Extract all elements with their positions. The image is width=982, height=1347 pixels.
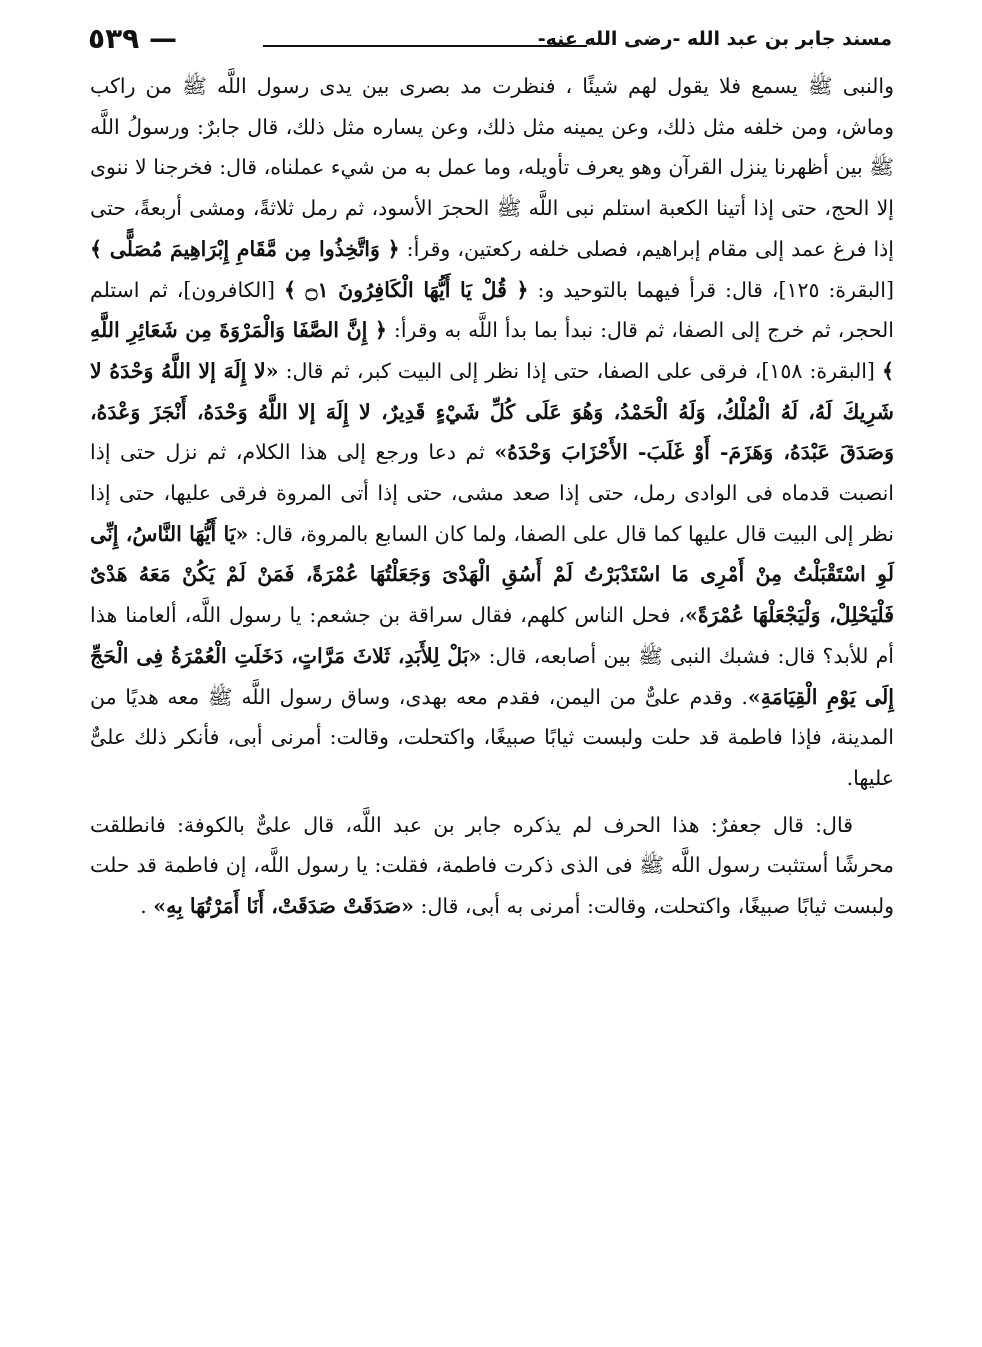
hadith-quote: «يَا أَيُّهَا النَّاسُ، إِنِّى لَوِ اسْتَقْبَلْتُ مِنْ أَمْرِى مَا اسْتَدْبَرْتُ لَمْ أَسُقِ الْهَدْىَ وَجَعَلْتُهَا عُمْرَةً، فَمَنْ لَمْ يَكُنْ مَعَهُ هَدْىٌ فَلْيَحْلِلْ، وَلْيَجْعَلْهَا عُمْرَةً» xyxy=(90,521,895,628)
page-number-value: ٥٣٩ xyxy=(88,22,140,55)
page-number xyxy=(88,22,183,55)
page-header xyxy=(88,22,892,58)
header-rule xyxy=(263,45,587,47)
text-segment: ، فحل الناس كلهم، فقال سراقة بن جشعم: يا رسول اللَّه، ألعامنا هذا أم للأبد؟ قال: فشبك النبى ﷺ بين أصابعه، قال: xyxy=(90,603,894,668)
main-text xyxy=(90,66,894,927)
hadith-quote: «بَلْ لِلأَبَدِ، ثَلاثَ مَرَّاتٍ، دَخَلَتِ الْعُمْرَةُ فِى الْحَجِّ إِلَى يَوْمِ الْقِيَامَةِ» xyxy=(90,643,894,709)
text-segment: والنبى ﷺ يسمع فلا يقول لهم شيئًا ، فنظرت مد بصرى بين يدى رسول اللَّه ﷺ من راكب وماش، ومن خلفه مثل ذلك، وعن يمينه مثل ذلك، وعن يساره مثل ذلك، قال جابرٌ: ورسولُ اللَّه ﷺ بين أظهرنا ينزل القرآن وهو يعرف تأويله، وما عمل به من شيء عملناه، قال: فخرجنا لا ننوى إلا الحج، حتى إذا أتينا الكعبة استلم نبى اللَّه ﷺ الحجرَ الأسود، ثم رمل ثلاثةً، ومشى أربعةً، حتى إذا فرغ عمد إلى مقام إبراهيم، فصلى خلفه ركعتين، وقرأ: xyxy=(90,74,894,261)
text-segment: . xyxy=(140,894,154,919)
paragraph-1 xyxy=(90,66,894,799)
page-number-dash: — xyxy=(139,22,178,55)
text-segment: [البقرة: ١٥٨]، فرقى على الصفا، حتى إذا نظر إلى البيت كبر، ثم قال: xyxy=(285,358,875,383)
quran-quote: ﴿ وَاتَّخِذُوا مِن مَّقَامِ إِبْرَاهِيمَ مُصَلًّى ﴾ xyxy=(90,236,400,261)
paragraph-2 xyxy=(90,805,894,927)
text-segment: [الكافرون]، ثم استلم الحجر، ثم خرج إلى الصفا، ثم قال: نبدأ بما بدأ اللَّه به وقرأ: xyxy=(90,277,894,343)
hadith-quote: «صَدَقَتْ صَدَقَتْ، أَنَا أَمَرْتُهَا بِهِ» xyxy=(153,894,414,919)
quran-quote: ﴿ إِنَّ الصَّفَا وَالْمَرْوَةَ مِن شَعَائِرِ اللَّهِ ﴾ xyxy=(90,318,894,383)
text-segment: . وقدم علىٌّ من اليمن، فقدم معه بهدى، وساق رسول اللَّه ﷺ معه هديًا من المدينة، فإذا فاطمة قد حلت ولبست ثيابًا صبيغًا، واكتحلت، وقالت: أمرنى أبى، فأنكر ذلك علىٌّ عليها. xyxy=(90,684,894,790)
text-segment: ثم دعا ورجع إلى هذا الكلام، ثم نزل حتى إذا انصبت قدماه فى الوادى رمل، حتى إذا صعد مشى، حتى إذا أتى المروة فرقى عليها، حتى إذا نظر إلى البيت قال عليها كما قال على الصفا، ولما كان السابع بالمروة، قال: xyxy=(90,440,894,546)
text-segment: قال: قال جعفرٌ: هذا الحرف لم يذكره جابر بن عبد اللَّه، قال علىٌّ بالكوفة: فانطلقت محرشًا أستثبت رسول اللَّه ﷺ فى الذى ذكرت فاطمة، فقلت: يا رسول اللَّه، إن فاطمة قد حلت ولبست ثيابًا صبيغًا، واكتحلت، وقالت: أمرنى به أبى، قال: xyxy=(90,812,894,919)
hadith-quote: «لا إِلَهَ إلا اللَّهُ وَحْدَهُ لا شَرِيكَ لَهُ، لَهُ الْمُلْكُ، وَلَهُ الْحَمْدُ، وَهُوَ عَلَى كُلِّ شَيْءٍ قَدِيرٌ، لا إِلَهَ إلا اللَّهُ وَحْدَهُ، أَنْجَزَ وَعْدَهُ، وَصَدَقَ عَبْدَهُ، وَهَزَمَ- أَوْ غَلَبَ- الأَحْزَابَ وَحْدَهُ» xyxy=(90,358,894,465)
running-title: مسند جابر بن عبد الله -رضى الله عنه- xyxy=(537,28,892,50)
quran-quote: ﴿ قُلْ يَا أَيُّهَا الْكَافِرُونَ ۝١ ﴾ xyxy=(283,277,529,302)
text-segment: [البقرة: ١٢٥]، قال: قرأ فيهما بالتوحيد و: xyxy=(537,277,894,302)
